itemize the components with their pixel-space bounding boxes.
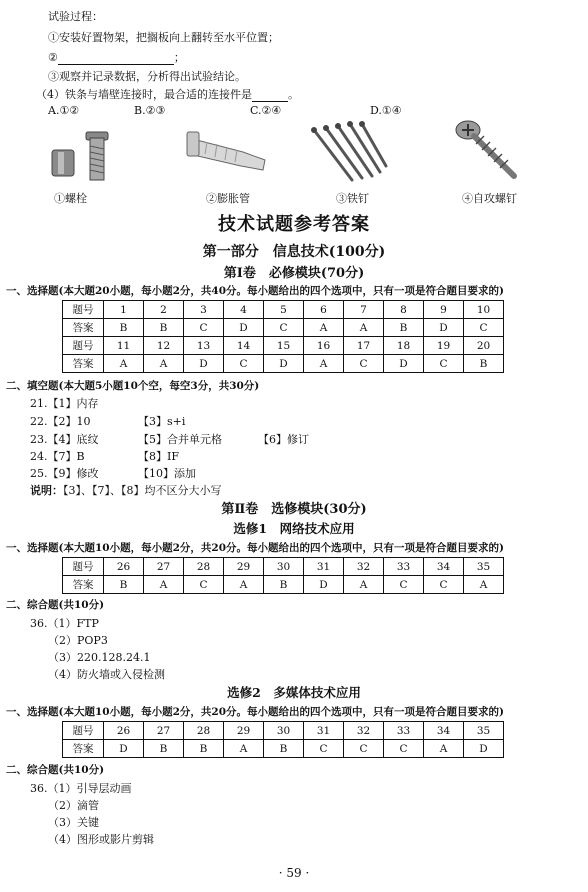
table-cell: C [464, 319, 504, 337]
table-cell: A [144, 355, 184, 373]
table-cell: D [224, 319, 264, 337]
table-row [63, 337, 504, 355]
table-cell: 30 [264, 558, 304, 576]
table-cell: D [384, 355, 424, 373]
table-cell: C [184, 319, 224, 337]
elective1-section1-heading: 一、选择题(本大题10小题，每小题2分，共20分。每小题给出的四个选项中，只有一项是符合题目要求的) [6, 542, 504, 554]
question-4-text: （4）铁条与墙壁连接时，最合适的连接件是 [36, 88, 252, 101]
table-cell: B [144, 740, 184, 758]
table-cell: A [304, 355, 344, 373]
table-cell: 31 [304, 558, 344, 576]
table-cell: 答案 [63, 355, 104, 373]
elective2-title: 选修2 多媒体技术应用 [227, 685, 361, 700]
table-cell: A [344, 319, 384, 337]
table-cell: 5 [264, 301, 304, 319]
table-cell: 8 [384, 301, 424, 319]
question-4 [36, 86, 299, 102]
table-cell: 34 [424, 558, 464, 576]
vol2-title: 第Ⅱ卷 选修模块(30分) [221, 502, 367, 517]
option-b: B.②③ [134, 104, 166, 117]
option-d: D.①④ [370, 104, 402, 117]
note-label: 说明： [30, 484, 63, 497]
table-cell: 题号 [63, 301, 104, 319]
table-cell: 题号 [63, 558, 104, 576]
fill-answer-25b: 【10】添加 [138, 467, 196, 480]
table-row [63, 301, 504, 319]
table-cell: 35 [464, 558, 504, 576]
fill-answer-23b: 【5】合并单元格 [138, 433, 222, 446]
step-2-prefix: ② [48, 51, 58, 64]
table-row [63, 558, 504, 576]
table-cell: A [304, 319, 344, 337]
table-cell: C [344, 355, 384, 373]
table-cell: 题号 [63, 722, 104, 740]
step-2-suffix: ； [173, 51, 185, 64]
question-4-blank [252, 88, 288, 102]
note [30, 482, 222, 498]
bolt-icon [48, 114, 120, 184]
table-cell: C [224, 355, 264, 373]
table-cell: D [264, 355, 304, 373]
option-a: A.①② [48, 104, 80, 117]
table-cell: 28 [184, 558, 224, 576]
table-cell: C [384, 576, 424, 594]
step-1: ①安装好置物架，把搁板向上翻转至水平位置； [48, 31, 279, 44]
table-cell: 10 [464, 301, 504, 319]
table-cell: 26 [104, 558, 144, 576]
table-cell: 15 [264, 337, 304, 355]
table-cell: 2 [144, 301, 184, 319]
table-cell: D [304, 576, 344, 594]
table-cell: 29 [224, 558, 264, 576]
elective2-section2-heading: 二、综合题(共10分) [6, 764, 105, 776]
elective2-section1-heading: 一、选择题(本大题10小题，每小题2分，共20分。每小题给出的四个选项中，只有一项是符合题目要求的) [6, 706, 504, 718]
table-cell: B [144, 319, 184, 337]
answer-table-1 [62, 300, 504, 373]
table-cell: 30 [264, 722, 304, 740]
table-cell: B [384, 319, 424, 337]
page-number: · 59 · [278, 866, 310, 880]
expansion-tube-icon [185, 124, 271, 182]
table-row [63, 576, 504, 594]
table-cell: 27 [144, 558, 184, 576]
table-cell: 28 [184, 722, 224, 740]
part-label-tapping-screw: ④自攻螺钉 [462, 192, 517, 205]
table-cell: B [104, 319, 144, 337]
table-cell: 1 [104, 301, 144, 319]
fill-answer-24b: 【8】IF [138, 450, 179, 463]
table-cell: D [464, 740, 504, 758]
part-label-bolt: ①螺栓 [54, 192, 87, 205]
table-cell: A [104, 355, 144, 373]
note-text: 【3】、【7】、【8】均不区分大小写 [63, 484, 222, 497]
table-cell: B [184, 740, 224, 758]
part-label-nails: ③铁钉 [336, 192, 369, 205]
elective1-title: 选修1 网络技术应用 [233, 521, 355, 536]
process-title: 试验过程： [48, 10, 103, 23]
table-cell: 31 [304, 722, 344, 740]
part1-title: 第一部分 信息技术(100分) [202, 244, 386, 260]
table-cell: 答案 [63, 576, 104, 594]
table-cell: C [424, 576, 464, 594]
section2-heading: 二、填空题(本大题5小题10个空，每空3分，共30分) [6, 380, 260, 392]
fill-answer-25: 25.【9】修改 [30, 467, 99, 480]
table-cell: 29 [224, 722, 264, 740]
section1-heading: 一、选择题(本大题20小题，每小题2分，共40分。每小题给出的四个选项中，只有一项是符合题目要求的) [6, 285, 504, 297]
table-cell: D [104, 740, 144, 758]
table-cell: 19 [424, 337, 464, 355]
table-row [63, 355, 504, 373]
table-cell: 26 [104, 722, 144, 740]
table-cell: C [264, 319, 304, 337]
fill-answer-22: 22.【2】10 [30, 415, 91, 428]
table-cell: B [264, 576, 304, 594]
elective2-answer-2: （2）滴管 [48, 799, 99, 812]
table-cell: A [224, 740, 264, 758]
table-cell: 答案 [63, 319, 104, 337]
answer-table-3 [62, 721, 504, 758]
elective2-answer-4: （4）图形或影片剪辑 [48, 833, 154, 846]
table-cell: 32 [344, 558, 384, 576]
part-label-expansion-tube: ②膨胀管 [206, 192, 250, 205]
elective2-answer-3: （3）关键 [48, 816, 99, 829]
table-cell: A [344, 576, 384, 594]
table-cell: 18 [384, 337, 424, 355]
table-cell: 6 [304, 301, 344, 319]
fill-answer-22b: 【3】s+i [138, 415, 186, 428]
vol1-title: 第Ⅰ卷 必修模块(70分) [223, 266, 365, 281]
table-cell: C [424, 355, 464, 373]
fill-answer-23c: 【6】修订 [258, 433, 309, 446]
step-3: ③观察并记录数据，分析得出试验结论。 [48, 70, 246, 83]
table-cell: 27 [144, 722, 184, 740]
question-4-end: 。 [288, 88, 299, 101]
nails-icon [306, 120, 390, 186]
table-cell: D [424, 319, 464, 337]
table-cell: 13 [184, 337, 224, 355]
table-cell: A [144, 576, 184, 594]
table-cell: 4 [224, 301, 264, 319]
option-c: C.②④ [250, 104, 282, 117]
tapping-screw-icon [452, 114, 524, 186]
table-cell: 20 [464, 337, 504, 355]
table-row [63, 319, 504, 337]
table-cell: 34 [424, 722, 464, 740]
table-cell: 16 [304, 337, 344, 355]
step-2 [48, 49, 185, 65]
table-cell: D [184, 355, 224, 373]
table-cell: 7 [344, 301, 384, 319]
table-cell: B [264, 740, 304, 758]
elective1-section2-heading: 二、综合题(共10分) [6, 599, 105, 611]
table-cell: 33 [384, 558, 424, 576]
table-cell: 答案 [63, 740, 104, 758]
table-cell: A [424, 740, 464, 758]
table-cell: 11 [104, 337, 144, 355]
elective1-answer-1: 36.（1）FTP [30, 617, 99, 630]
table-cell: A [224, 576, 264, 594]
table-cell: 32 [344, 722, 384, 740]
table-cell: C [184, 576, 224, 594]
table-cell: 33 [384, 722, 424, 740]
table-cell: C [304, 740, 344, 758]
answer-table-2 [62, 557, 504, 594]
table-cell: B [464, 355, 504, 373]
table-cell: C [384, 740, 424, 758]
table-cell: 9 [424, 301, 464, 319]
table-row [63, 722, 504, 740]
table-cell: 17 [344, 337, 384, 355]
elective1-answer-4: （4）防火墙或入侵检测 [48, 668, 165, 681]
table-cell: B [104, 576, 144, 594]
elective1-answer-2: （2）POP3 [48, 634, 108, 647]
table-cell: 35 [464, 722, 504, 740]
elective2-answer-1: 36.（1）引导层动画 [30, 782, 132, 795]
table-cell: A [464, 576, 504, 594]
table-row [63, 740, 504, 758]
table-cell: 题号 [63, 337, 104, 355]
table-cell: C [344, 740, 384, 758]
elective1-answer-3: （3）220.128.24.1 [48, 651, 151, 664]
fill-answer-21: 21.【1】内存 [30, 397, 99, 410]
table-cell: 14 [224, 337, 264, 355]
table-cell: 12 [144, 337, 184, 355]
fill-answer-24: 24.【7】B [30, 450, 85, 463]
table-cell: 3 [184, 301, 224, 319]
step-2-blank [58, 51, 174, 65]
answers-title: 技术试题参考答案 [218, 214, 370, 235]
fill-answer-23: 23.【4】底纹 [30, 433, 99, 446]
